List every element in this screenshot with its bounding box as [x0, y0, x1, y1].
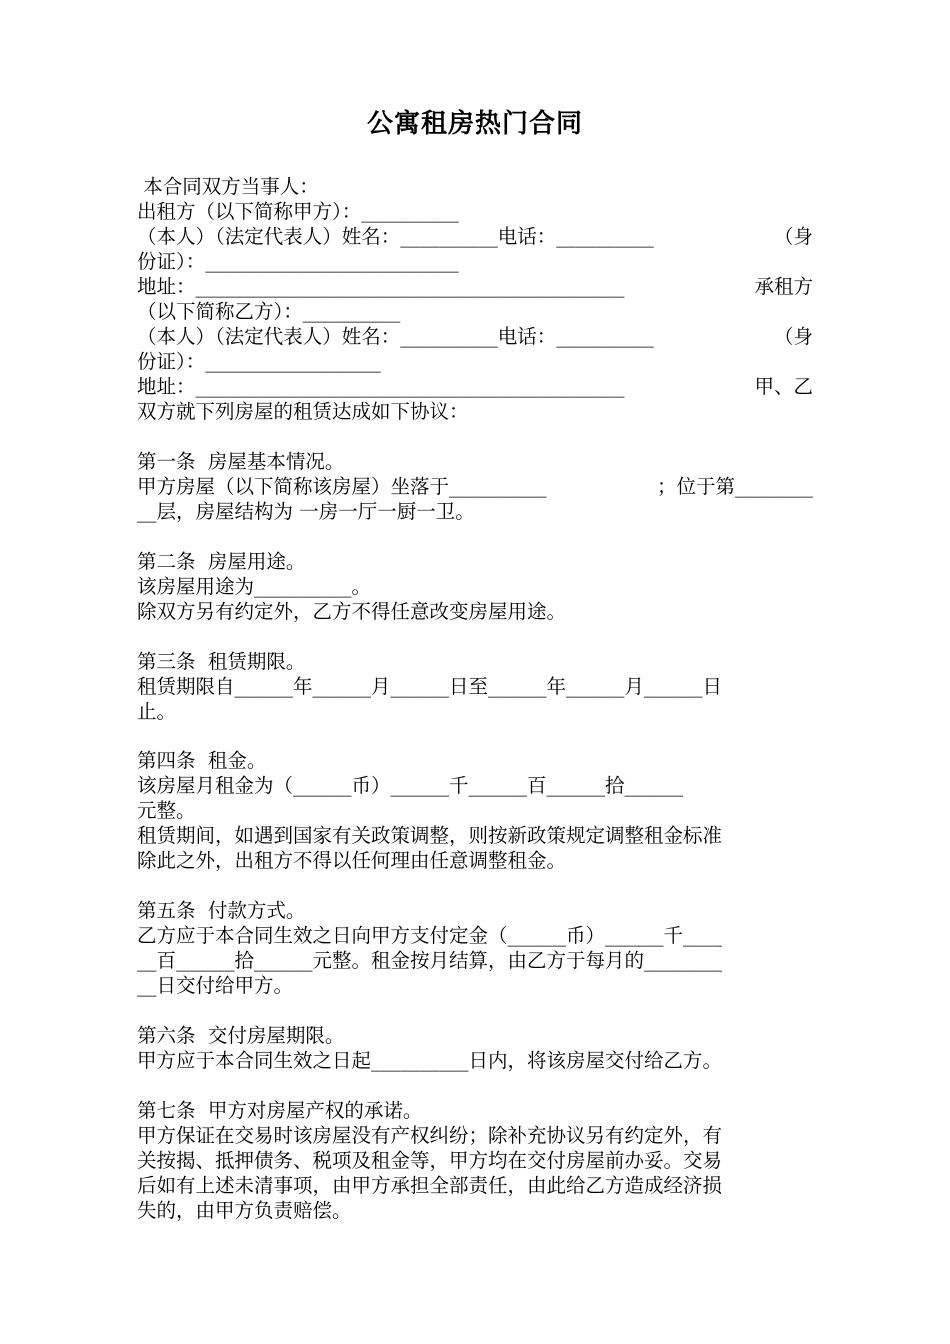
article-5-deposit: 乙方应于本合同生效之日向甲方支付定金（______币）______千____ [137, 924, 723, 947]
article-4-policy-end: 除此之外，出租方不得以任何理由任意调整租金。 [137, 849, 567, 872]
lessee-id-line: 份证）：__________________ [137, 350, 381, 373]
article-7-body-2: 关按揭、抵押债务、税项及租金等，甲方均在交付房屋前办妥。交易 [137, 1149, 723, 1172]
article-1-location: 甲方房屋（以下简称该房屋）坐落于__________ [137, 475, 547, 498]
article-1-floor-start: ；位于第________ [656, 475, 813, 498]
article-6-heading: 第六条 交付房屋期限。 [137, 1024, 345, 1047]
agreement-intro-start: 甲、乙 [754, 375, 813, 398]
article-5-deposit-end: __日交付给甲方。 [137, 974, 294, 997]
lessor-id-label-start: （身 [773, 225, 813, 248]
lessee-id-label-start: （身 [773, 325, 813, 348]
article-4-rent: 该房屋月租金为（______币）______千______百______拾______ [137, 774, 684, 797]
article-1-location-line [137, 474, 813, 499]
article-7-body-4: 失的，由甲方负责赔偿。 [137, 1199, 352, 1222]
lessee-line: （以下简称乙方）：__________ [137, 300, 401, 323]
article-4-policy: 租赁期间，如遇到国家有关政策调整，则按新政策规定调整租金标准 [137, 824, 723, 847]
parties-intro: 本合同双方当事人： [137, 175, 319, 198]
article-3-term-end: 止。 [137, 700, 177, 723]
lessor-address: 地址：____________________________________________ [137, 275, 625, 298]
article-3-term: 租赁期限自______年______月______日至______年______月______日 [137, 675, 723, 698]
article-5-heading: 第五条 付款方式。 [137, 899, 306, 922]
article-1-structure: __层，房屋结构为 一房一厅一厨一卫。 [137, 500, 475, 523]
article-2-restriction: 除双方另有约定外，乙方不得任意改变房屋用途。 [137, 600, 567, 623]
article-6-delivery: 甲方应于本合同生效之日起__________日内，将该房屋交付给乙方。 [137, 1049, 723, 1072]
article-7-body-1: 甲方保证在交易时该房屋没有产权纠纷；除补充协议另有约定外，有 [137, 1124, 723, 1147]
document-title: 公寓租房热门合同 [366, 109, 583, 139]
lessor-line: 出租方（以下简称甲方）：__________ [137, 200, 459, 223]
agreement-intro: 双方就下列房屋的租赁达成如下协议： [137, 400, 469, 423]
article-1-heading: 第一条 房屋基本情况。 [137, 450, 345, 473]
lessor-id-line: 份证）：__________________________ [137, 250, 459, 273]
article-3-heading: 第三条 租赁期限。 [137, 650, 306, 673]
lessee-name-phone-line [137, 324, 813, 349]
article-7-heading: 第七条 甲方对房屋产权的承诺。 [137, 1099, 423, 1122]
lessee-label-start: 承租方 [754, 275, 813, 298]
lessee-address-line [137, 374, 813, 399]
article-5-deposit-cont: __百______拾______元整。租金按月结算，由乙方于每月的________ [137, 949, 723, 972]
article-4-rent-end: 元整。 [137, 799, 196, 822]
lessor-name-phone-line [137, 224, 813, 249]
article-4-heading: 第四条 租金。 [137, 749, 267, 772]
article-2-usage: 该房屋用途为__________。 [137, 575, 372, 598]
lessor-name-phone: （本人）（法定代表人）姓名：__________电话：__________ [137, 225, 654, 248]
lessee-address: 地址：____________________________________________ [137, 375, 625, 398]
article-2-heading: 第二条 房屋用途。 [137, 550, 306, 573]
lessor-address-line [137, 274, 813, 299]
lessee-name-phone: （本人）（法定代表人）姓名：__________电话：__________ [137, 325, 654, 348]
article-7-body-3: 后如有上述未清事项，由甲方承担全部责任，由此给乙方造成经济损 [137, 1174, 723, 1197]
